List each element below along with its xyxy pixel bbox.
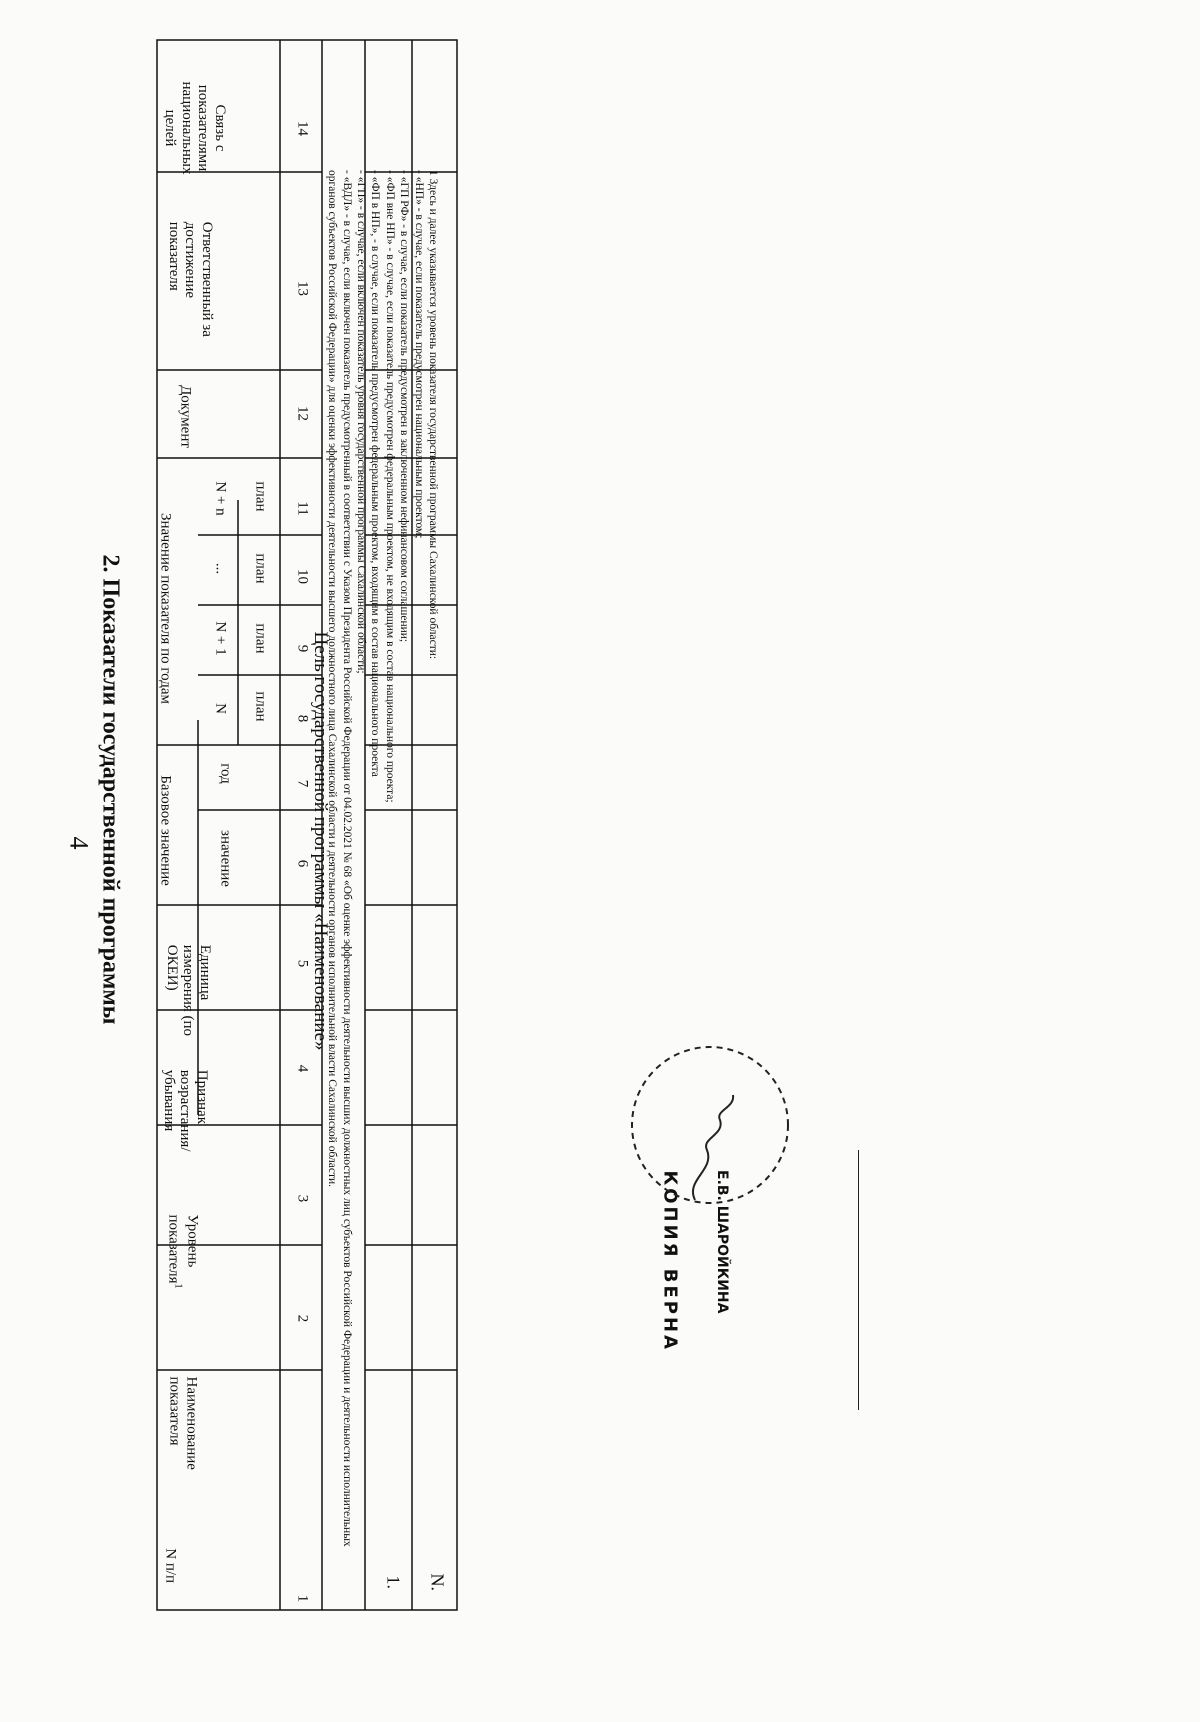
col-year-dots: ... [212,562,229,575]
footnote-line: - «ВДЛ» - в случае, если включен показатель предусмотренный в соответствии с Указом Президента Российской Федерации от 04.02.2021 № 68 «Об оценке эффективности деятельности высших должностных лиц субъектов Российской Федерации и деятельности исполнительных органов субъектов Российской Федерации» для оценки эффективности деятельности высшего должностного лица Сахалинской области и деятельности органов исполнительной власти Сахалинской области. [326,170,353,1547]
page-title: 2. Показатели государственной программы [97,554,124,1025]
footnote-rule [858,1150,859,1410]
footnote-line: - «ГП» - в случае, если включен показатель уровня государственной программы Сахалинской области; [355,170,368,674]
footnote-line: - «НП» - в случае, если показатель предусмотрен национальным проектом; [412,170,425,539]
col-values-header: Значение показателя по годам [157,513,174,704]
column-number-7: 7 [294,779,311,788]
col-year-n1: N + 1 [212,621,229,656]
col-plan-4: план [252,481,269,512]
col-plan-1: план [252,691,269,722]
footnote-line: - «ГП РФ» - в случае, если показатель предусмотрен в заключенном нефинансовом соглашении; [398,170,411,643]
column-number-9: 9 [294,644,311,653]
col-responsible-header: Ответственный за достижение показателя [165,221,215,337]
col-plan-2: план [252,623,269,654]
column-number-1: 1 [294,1594,311,1603]
column-number-2: 2 [294,1314,311,1323]
table-row-1-label: 1. [383,1575,404,1589]
col-level-header: Уровень показателя$^1$ [166,1214,201,1289]
column-number-12: 12 [294,406,311,421]
column-number-6: 6 [294,859,311,868]
col-name-header: Наименование показателя [167,1376,200,1470]
col-base-header: Базовое значение [157,775,174,886]
col-unit-header: Единица измерения (по ОКЕИ) [163,944,213,1037]
footnote-line: - «ФП вне НП» - в случае, если показатель предусмотрен федеральным проектом, не входящим в состав национального проекта; [383,170,396,803]
table-row-n-label: N. [427,1573,448,1591]
column-number-4: 4 [294,1064,311,1073]
col-link-header: Связь с показателями национальных целей [162,81,228,175]
column-number-11: 11 [294,501,311,516]
footnotes [280,170,440,1550]
col-n-header: N п/п [162,1548,179,1584]
column-number-14: 14 [294,121,311,136]
column-number-13: 13 [294,281,311,296]
signature-seal [615,1030,815,1230]
col-document-header: Документ [177,385,194,448]
column-number-3: 3 [294,1194,311,1203]
footnote-line: 1 Здесь и далее указывается уровень показателя государственной программы Сахалинской области: [427,170,439,660]
column-number-10: 10 [294,569,311,584]
col-sign-header: Признак возрастания/ убывания [160,1069,210,1152]
copy-stamp: КОПИЯ ВЕРНА [659,1170,681,1352]
column-number-8: 8 [294,714,311,723]
col-base-year-header: год [217,763,234,784]
column-number-5: 5 [294,959,311,968]
stamp-name: Е.В. ШАРОЙКИНА [714,1170,730,1314]
col-year-nn: N + n [212,481,229,516]
col-plan-3: план [252,553,269,584]
goal-row: Цель государственной программы «Наименование» [310,631,331,1051]
footnote-line: - «ФП в НП», - в случае, если показатель предусмотрен федеральным проектом, входящим в состав национального проекта [369,170,382,777]
col-base-value-header: значение [217,830,234,887]
page-number: 4 [64,836,94,850]
col-year-n: N [212,703,229,714]
